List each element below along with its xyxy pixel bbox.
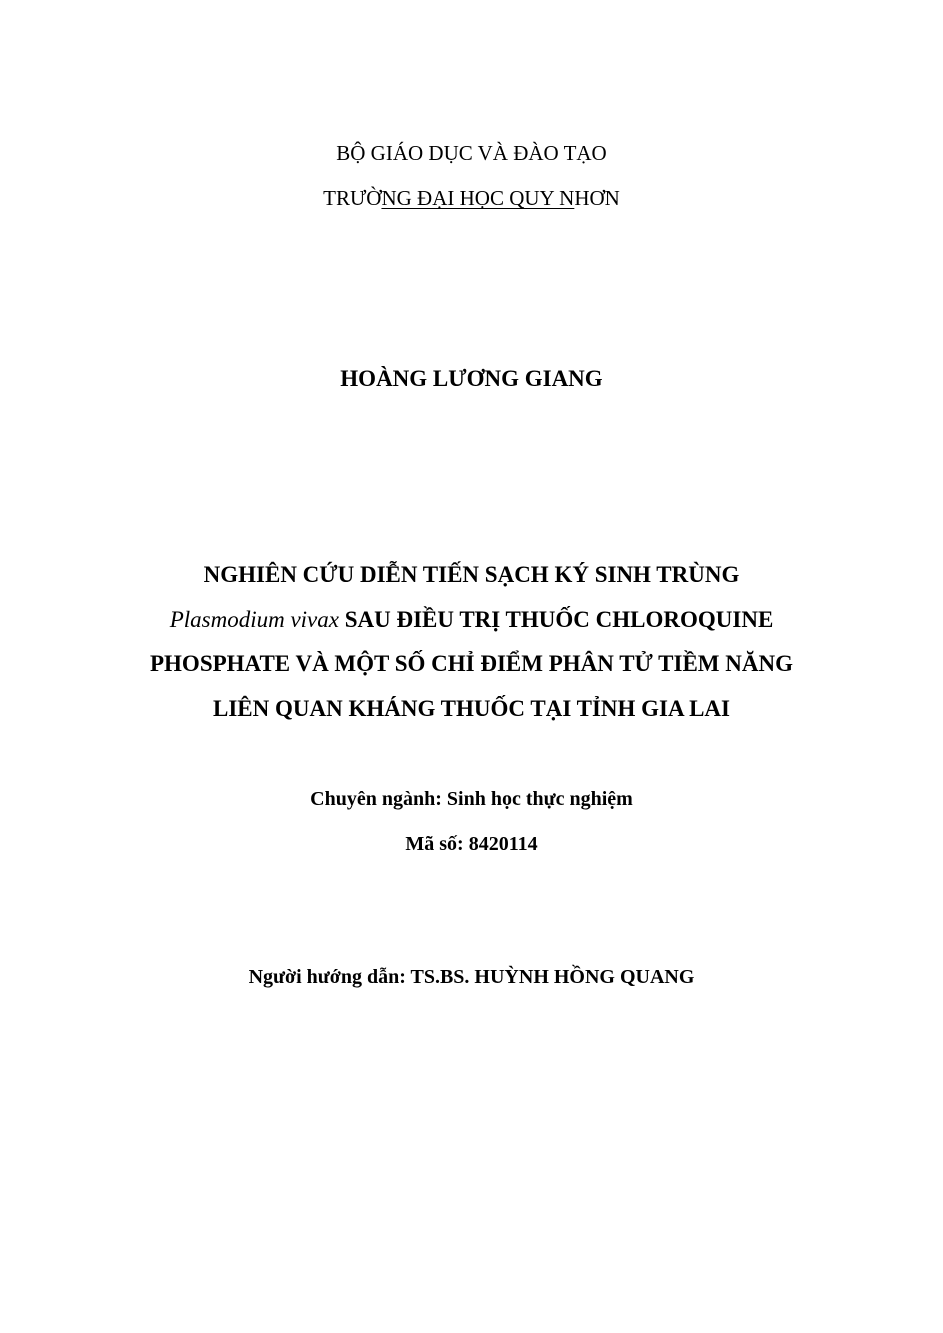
species-name: Plasmodium vivax (169, 607, 339, 632)
university-name-underlined: NG ĐẠI HỌC QUY N (381, 186, 575, 210)
thesis-title-line-3: PHOSPHATE VÀ MỘT SỐ CHỈ ĐIỂM PHÂN TỬ TIỀM NĂNG (149, 651, 793, 676)
major-label: Chuyên ngành: Sinh học thực nghiệm (310, 788, 633, 810)
thesis-title-line-1: NGHIÊN CỨU DIỄN TIẾN SẠCH KÝ SINH TRÙNG (203, 562, 740, 587)
major-code: Mã số: 8420114 (405, 833, 538, 855)
author-name: HOÀNG LƯƠNG GIANG (340, 366, 603, 391)
ministry-name: BỘ GIÁO DỤC VÀ ĐÀO TẠO (336, 141, 607, 165)
thesis-title-line-2 (0, 608, 943, 631)
university-name-prefix: TRƯỜ (323, 186, 382, 210)
university-name (0, 188, 943, 209)
thesis-title-line-2-rest: SAU ĐIỀU TRỊ THUỐC CHLOROQUINE (338, 607, 774, 632)
university-name-suffix: HƠN (574, 186, 620, 210)
advisor-name: Người hướng dẫn: TS.BS. HUỲNH HỒNG QUANG (248, 966, 695, 988)
thesis-title-line-4: LIÊN QUAN KHÁNG THUỐC TẠI TỈNH GIA LAI (213, 696, 730, 721)
